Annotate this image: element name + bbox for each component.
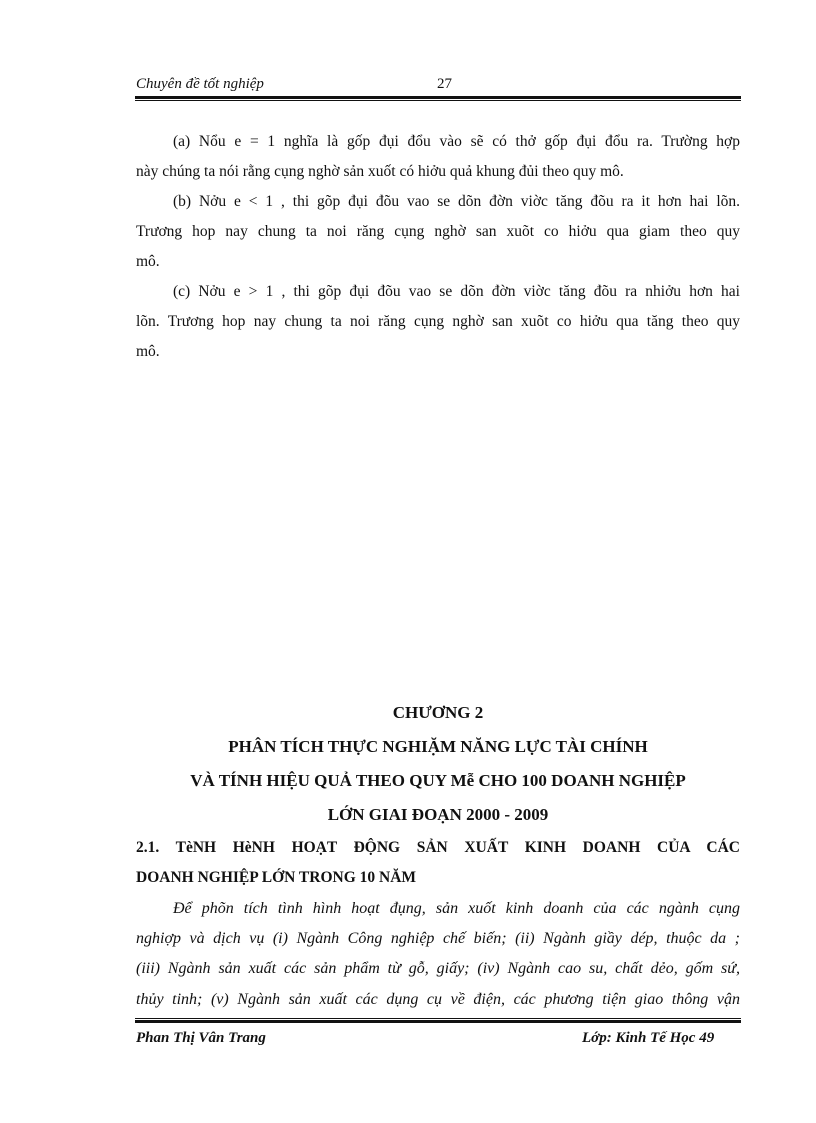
text-line: lõn. Trương hop nay chung ta noi răng cụng nghờ san xuõt co hiởu qua tăng theo quy xyxy=(136,313,740,330)
text-line: mô. xyxy=(136,343,160,360)
chapter-title-line: LỚN GIAI ĐOẠN 2000 - 2009 xyxy=(327,805,549,824)
footer-rule xyxy=(135,1018,741,1023)
header-rule xyxy=(135,96,741,101)
text-line: Để phõn tích tình hình hoạt đụng, sản xuốt kinh doanh của các ngành cụng xyxy=(173,900,740,917)
chapter-number: CHƯƠNG 2 xyxy=(392,703,484,722)
text-line: (c) Nởu e > 1 , thi gõp đụi đõu vao se dõn đờn viờc tăng đõu ra nhiởu hơn hai xyxy=(173,283,740,300)
text-line: (iii) Ngành sản xuất các sản phẩm từ gỗ, giấy; (iv) Ngành cao su, chất dẻo, gốm sứ, xyxy=(136,960,740,977)
section-title-line: 2.1. TèNH HèNH HOẠT ĐỘNG SẢN XUẤT KINH DOANH CỦA CÁC xyxy=(136,839,740,856)
page-number: 27 xyxy=(437,76,452,92)
text-line: (b) Nởu e < 1 , thi gõp đụi đõu vao se dõn đờn viờc tăng đõu ra it hơn hai lõn. xyxy=(173,193,740,210)
footer-author: Phan Thị Vân Trang xyxy=(136,1030,266,1046)
section-title-line: DOANH NGHIỆP LỚN TRONG 10 NĂM xyxy=(136,869,417,886)
text-line: (a) Nổu e = 1 nghĩa là gốp đụi đổu vào sẽ có thở gốp đụi đổu ra. Trường hợp xyxy=(173,133,740,150)
text-line: Trương hop nay chung ta noi răng cụng nghờ san xuõt co hiởu qua giam theo quy xyxy=(136,223,740,240)
text-line: thủy tinh; (v) Ngành sản xuất các dụng cụ về điện, các phương tiện giao thông vận xyxy=(136,991,740,1008)
chapter-title-line: PHÂN TÍCH THỰC NGHIẶM NĂNG LỰC TÀI CHÍNH xyxy=(228,737,648,756)
text-line: này chúng ta nói rằng cụng nghờ sản xuốt có hiởu quả khung đủi theo quy mô. xyxy=(136,163,624,180)
chapter-title-line: VÀ TÍNH HIỆU QUẢ THEO QUY Mễ CHO 100 DOANH NGHIỆP xyxy=(190,771,686,790)
footer-class: Lớp: Kinh Tế Học 49 xyxy=(582,1030,715,1046)
text-line: nghiợp và dịch vụ (i) Ngành Công nghiệp chế biến; (ii) Ngành giầy dép, thuộc da ; xyxy=(136,930,740,947)
text-line: mô. xyxy=(136,253,160,270)
header-title: Chuyên đề tốt nghiệp xyxy=(136,76,264,92)
